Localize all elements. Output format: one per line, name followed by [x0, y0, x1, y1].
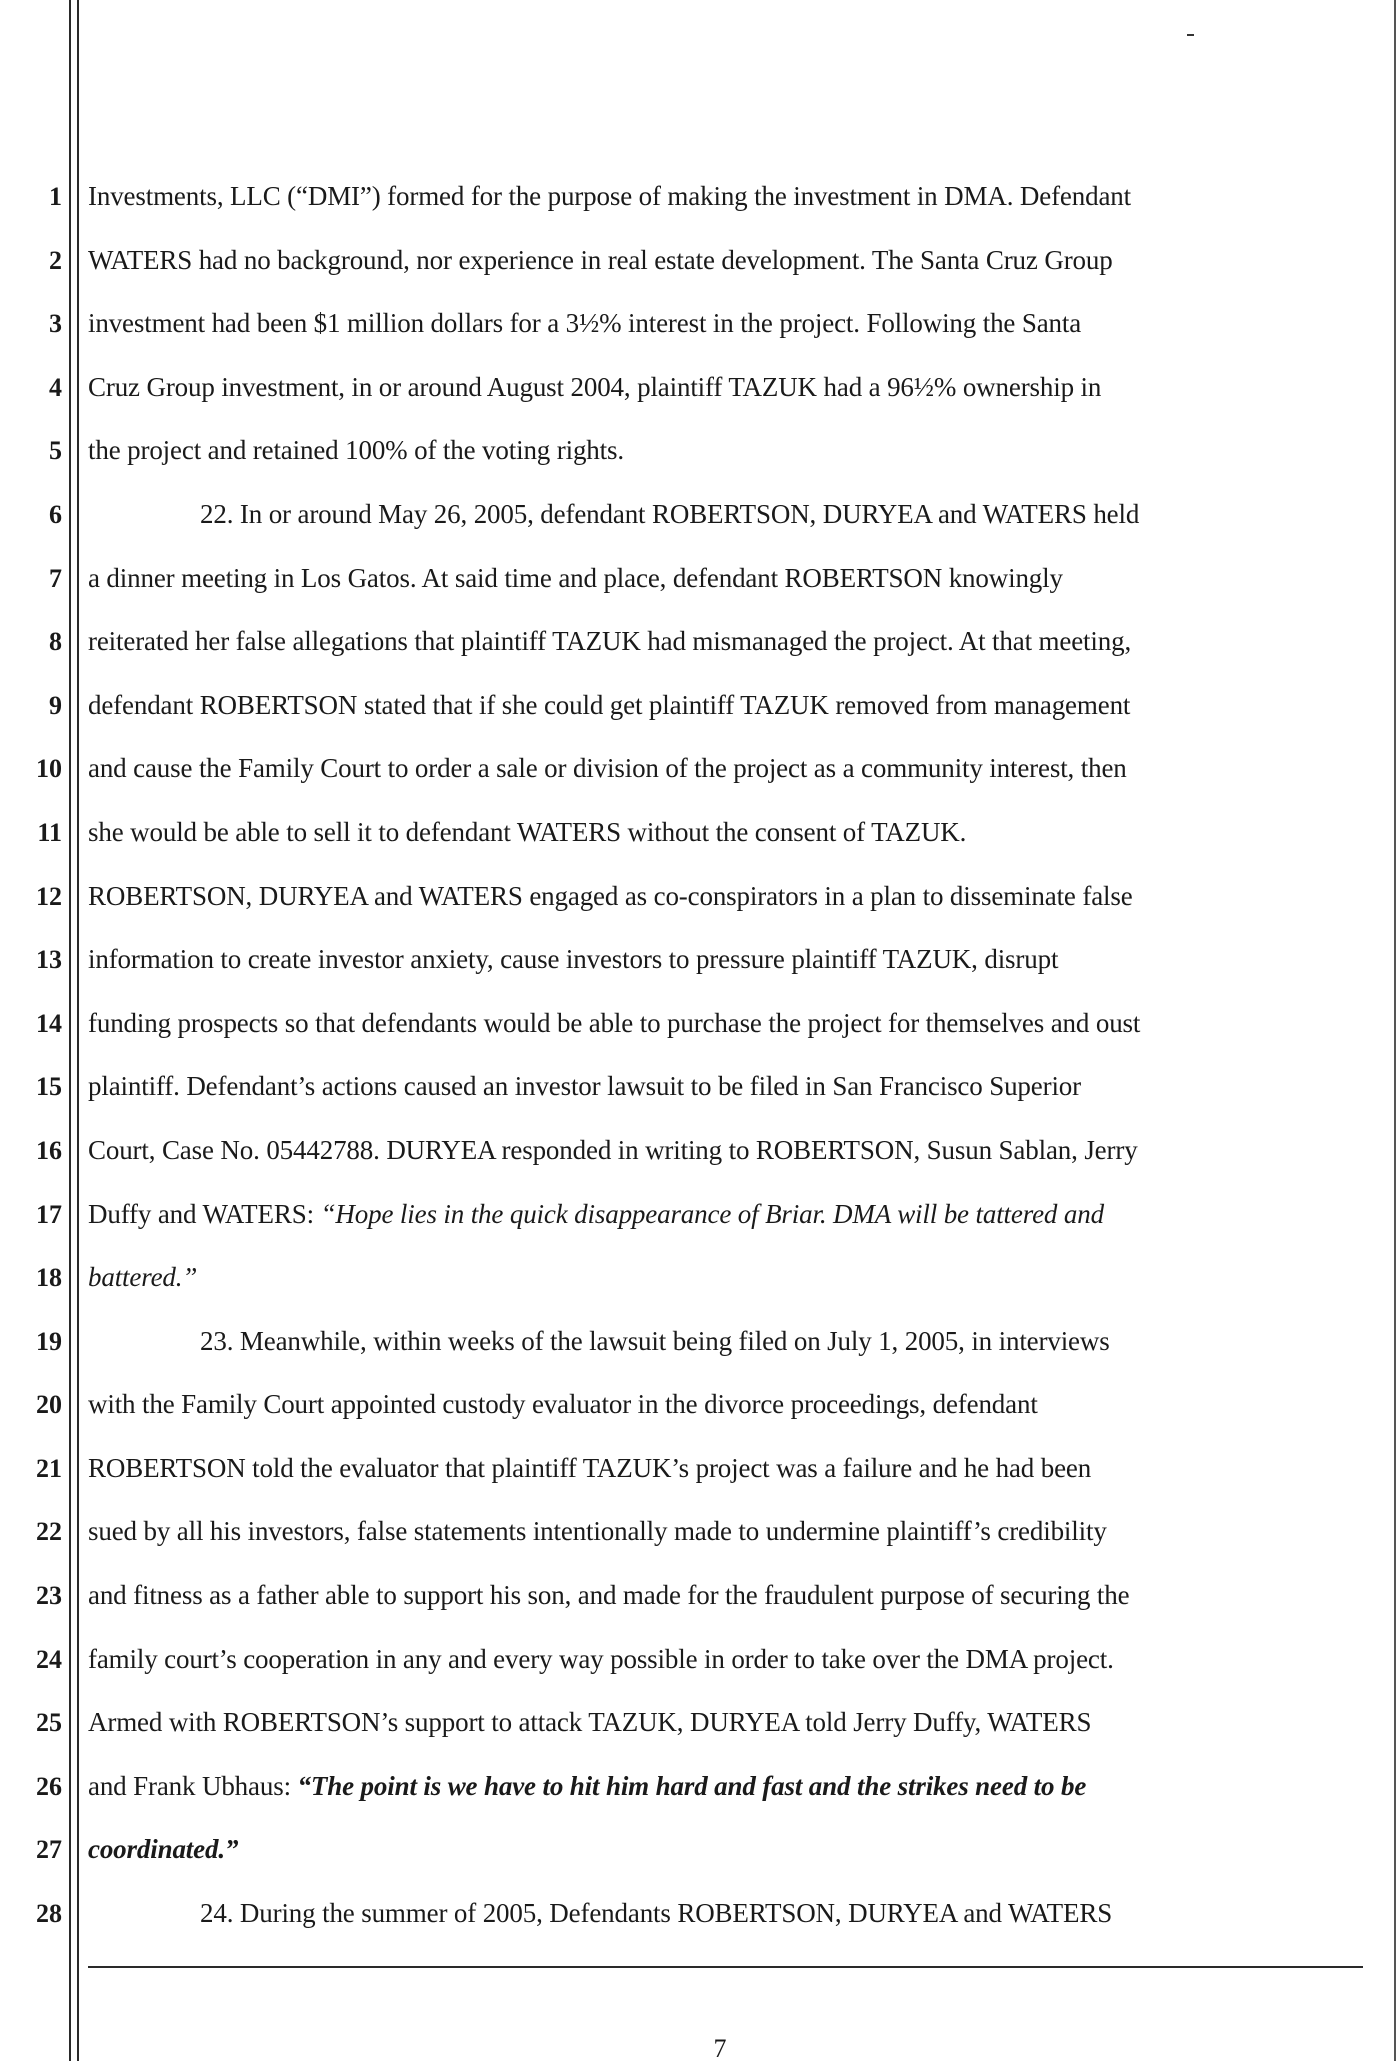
line-text: and fitness as a father able to support his son, and made for the fraudulent purpose of securing the: [88, 1580, 1130, 1611]
pleading-line: [0, 1192, 1399, 1256]
pleading-line: [0, 1446, 1399, 1510]
line-number: 11: [37, 817, 62, 847]
line-number: 24: [36, 1644, 62, 1674]
pleading-line: [0, 1573, 1399, 1637]
pleading-line: [0, 1764, 1399, 1828]
line-text: with the Family Court appointed custody evaluator in the divorce proceedings, defendant: [88, 1389, 1038, 1420]
line-text-plain: Duffy and WATERS:: [88, 1198, 321, 1229]
pleading-line: [0, 1255, 1399, 1319]
quote-text: battered.”: [88, 1262, 198, 1293]
line-number: 19: [36, 1326, 62, 1356]
line-text-plain: and Frank Ubhaus:: [88, 1770, 298, 1801]
line-text: [88, 1770, 1359, 1802]
line-text: funding prospects so that defendants would be able to purchase the project for themselves and oust: [88, 1007, 1141, 1038]
pleading-line: [0, 556, 1399, 620]
line-number: 10: [36, 754, 62, 784]
line-number: 2: [49, 245, 62, 275]
line-number: 26: [36, 1771, 62, 1801]
line-text: 23. Meanwhile, within weeks of the lawsuit being filed on July 1, 2005, in interviews: [200, 1325, 1110, 1356]
line-number: 16: [36, 1135, 62, 1165]
line-number: 27: [36, 1835, 62, 1865]
line-text: information to create investor anxiety, cause investors to pressure plaintiff TAZUK, disrupt: [88, 944, 1059, 975]
line-number: 8: [49, 627, 62, 657]
line-text: Cruz Group investment, in or around August 2004, plaintiff TAZUK had a 96½% ownership in: [88, 371, 1102, 402]
line-number: 20: [36, 1390, 62, 1420]
page-number: 7: [713, 2034, 727, 2063]
pleading-line: [0, 492, 1399, 556]
pleading-line: [0, 1319, 1399, 1383]
pleading-line: [0, 1700, 1399, 1764]
line-number: 12: [36, 881, 62, 911]
line-text: WATERS had no background, nor experience in real estate development. The Santa Cruz Group: [88, 244, 1113, 275]
pleading-line: [0, 874, 1399, 938]
pleading-line: [0, 1891, 1399, 1955]
line-text: 22. In or around May 26, 2005, defendant ROBERTSON, DURYEA and WATERS held: [200, 498, 1140, 529]
line-text: [88, 1833, 1359, 1865]
pleading-line: [0, 1128, 1399, 1192]
line-text: sued by all his investors, false statements intentionally made to undermine plaintiff’s credibility: [88, 1516, 1107, 1547]
pleading-line: [0, 365, 1399, 429]
line-text: plaintiff. Defendant’s actions caused an investor lawsuit to be filed in San Francisco Superior: [88, 1071, 1082, 1102]
line-number: 9: [49, 690, 62, 720]
line-text: 24. During the summer of 2005, Defendants ROBERTSON, DURYEA and WATERS: [200, 1898, 1113, 1929]
line-number: 22: [36, 1517, 62, 1547]
pleading-line: [0, 810, 1399, 874]
line-number: 14: [36, 1008, 62, 1038]
pleading-line: [0, 937, 1399, 1001]
line-text: she would be able to sell it to defendant WATERS without the consent of TAZUK.: [88, 816, 967, 847]
footer-rule: [88, 1966, 1363, 1968]
line-number: 5: [49, 436, 62, 466]
pleading-line: [0, 428, 1399, 492]
line-number: 23: [36, 1581, 62, 1611]
pleading-line: [0, 1637, 1399, 1701]
quote-text-emphasis: “The point is we have to hit him hard and fast and the strikes need to be: [297, 1770, 1087, 1801]
line-text: [88, 1198, 1359, 1230]
line-text: the project and retained 100% of the voting rights.: [88, 435, 624, 466]
line-text: Investments, LLC (“DMI”) formed for the purpose of making the investment in DMA. Defendant: [88, 181, 1131, 211]
line-number: 6: [49, 499, 62, 529]
line-number: 13: [36, 945, 62, 975]
line-text: ROBERTSON told the evaluator that plaintiff TAZUK’s project was a failure and he had been: [88, 1452, 1092, 1483]
pleading-lines: [0, 174, 1399, 1955]
pleading-line: [0, 1827, 1399, 1891]
line-text: reiterated her false allegations that plaintiff TAZUK had mismanaged the project. At that meeting,: [88, 626, 1132, 657]
pleading-line: [0, 238, 1399, 302]
pleading-line: [0, 683, 1399, 747]
line-text: Armed with ROBERTSON’s support to attack TAZUK, DURYEA told Jerry Duffy, WATERS: [88, 1707, 1092, 1738]
line-number: 7: [49, 563, 62, 593]
line-number: 1: [49, 182, 62, 211]
line-number: 28: [36, 1899, 62, 1929]
line-text: ROBERTSON, DURYEA and WATERS engaged as co-conspirators in a plan to disseminate false: [88, 880, 1133, 911]
line-text: [88, 1261, 1359, 1293]
line-text: a dinner meeting in Los Gatos. At said time and place, defendant ROBERTSON knowingly: [88, 562, 1063, 593]
pleading-line: [0, 1064, 1399, 1128]
pleading-line: [0, 619, 1399, 683]
scan-mark: [1187, 34, 1194, 36]
quote-text: “Hope lies in the quick disappearance of Briar. DMA will be tattered and: [320, 1198, 1104, 1229]
pleading-line: [0, 1382, 1399, 1446]
pleading-line: [0, 301, 1399, 365]
pleading-line: [0, 1509, 1399, 1573]
quote-text-emphasis: coordinated.”: [88, 1834, 239, 1865]
line-number: 3: [49, 309, 62, 339]
line-text: defendant ROBERTSON stated that if she could get plaintiff TAZUK removed from management: [88, 689, 1131, 720]
line-number: 4: [49, 372, 62, 402]
line-number: 17: [36, 1199, 62, 1229]
line-text: Court, Case No. 05442788. DURYEA responded in writing to ROBERTSON, Susun Sablan, Jerry: [88, 1134, 1138, 1165]
pleading-line: [0, 1001, 1399, 1065]
pleading-line: [0, 746, 1399, 810]
line-text: family court’s cooperation in any and every way possible in order to take over the DMA project.: [88, 1643, 1114, 1674]
line-number: 25: [36, 1708, 62, 1738]
line-text: investment had been $1 million dollars for a 3½% interest in the project. Following the Santa: [88, 308, 1082, 339]
pleading-line: [0, 174, 1399, 238]
line-number: 15: [36, 1072, 62, 1102]
line-number: 21: [36, 1453, 62, 1483]
line-number: 18: [36, 1263, 62, 1293]
line-text: and cause the Family Court to order a sale or division of the project as a community interest, then: [88, 753, 1127, 784]
